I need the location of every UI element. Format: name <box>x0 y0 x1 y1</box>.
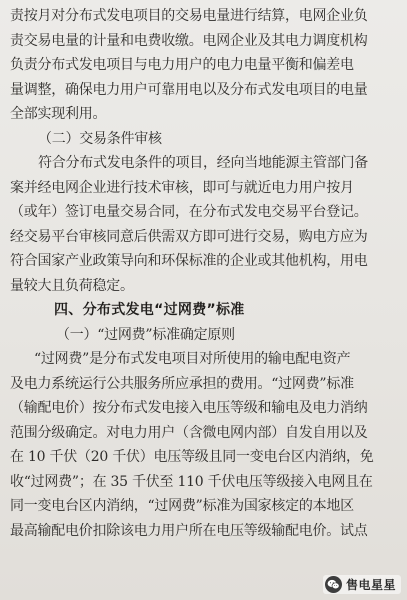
paragraph-line: 及电力系统运行公共服务所应承担的费用。“过网费”标准 <box>10 375 354 392</box>
section-heading-grid-fee-standard: 四、分布式发电“过网费”标准 <box>54 302 245 318</box>
paragraph-line: 全部实现利用。 <box>10 106 107 122</box>
paragraph-line: 量调整，确保电力用户可靠用电以及分布式发电项目的电量 <box>10 81 368 98</box>
paragraph-line: 负责分布式发电项目与电力用户的电力电量平衡和偏差电 <box>10 57 354 73</box>
paragraph-line: 责交易电量的计量和电费收缴。电网企业及其电力调度机构 <box>10 32 368 49</box>
document-body <box>10 0 404 543</box>
paragraph-line: 范围分级确定。对电力用户（含微电网内部）自发自用以及 <box>10 424 368 441</box>
section-heading-transaction-review: （二）交易条件审核 <box>38 130 162 147</box>
watermark-text: 售电星星 <box>345 578 396 592</box>
paragraph-line: （输配电价）按分布式发电接入电压等级和输电及电力消纳 <box>10 400 368 416</box>
paragraph-line: 案并经电网企业进行技术审核，即可与就近电力用户按月 <box>10 179 354 196</box>
paragraph-line: 量较大且负荷稳定。 <box>10 277 134 294</box>
wechat-logo-icon <box>325 576 342 593</box>
paragraph-line: 符合国家产业政策导向和环保标准的企业或其他机构，用电 <box>10 253 368 269</box>
paragraph-line: 责按月对分布式发电项目的交易电量进行结算，电网企业负 <box>10 8 368 24</box>
paragraph-line: （或年）签订电量交易合同，在分布式发电交易平台登记。 <box>10 204 368 220</box>
subsection-heading-fee-principle: （一）“过网费”标准确定原则 <box>56 326 235 343</box>
paragraph-line: 符合分布式发电条件的项目，经向当地能源主管部门备 <box>38 155 368 171</box>
paragraph-line: 经交易平台审核同意后供需双方即可进行交易，购电方应为 <box>10 228 368 245</box>
paragraph-line: 在 10 千伏（20 千伏）电压等级且同一变电台区内消纳，免 <box>10 449 374 465</box>
paragraph-line: 收“过网费”；在 35 千伏至 110 千伏电压等级接入电网且在 <box>10 473 373 490</box>
paragraph-line: 最高输配电价扣除该电力用户所在电压等级输配电价。试点 <box>10 522 368 539</box>
paragraph-line: “过网费”是分布式发电项目对所使用的输电配电资产 <box>34 351 351 367</box>
paragraph-line: 同一变电台区内消纳，“过网费”标准为国家核定的本地区 <box>10 498 354 514</box>
watermark <box>323 575 401 594</box>
